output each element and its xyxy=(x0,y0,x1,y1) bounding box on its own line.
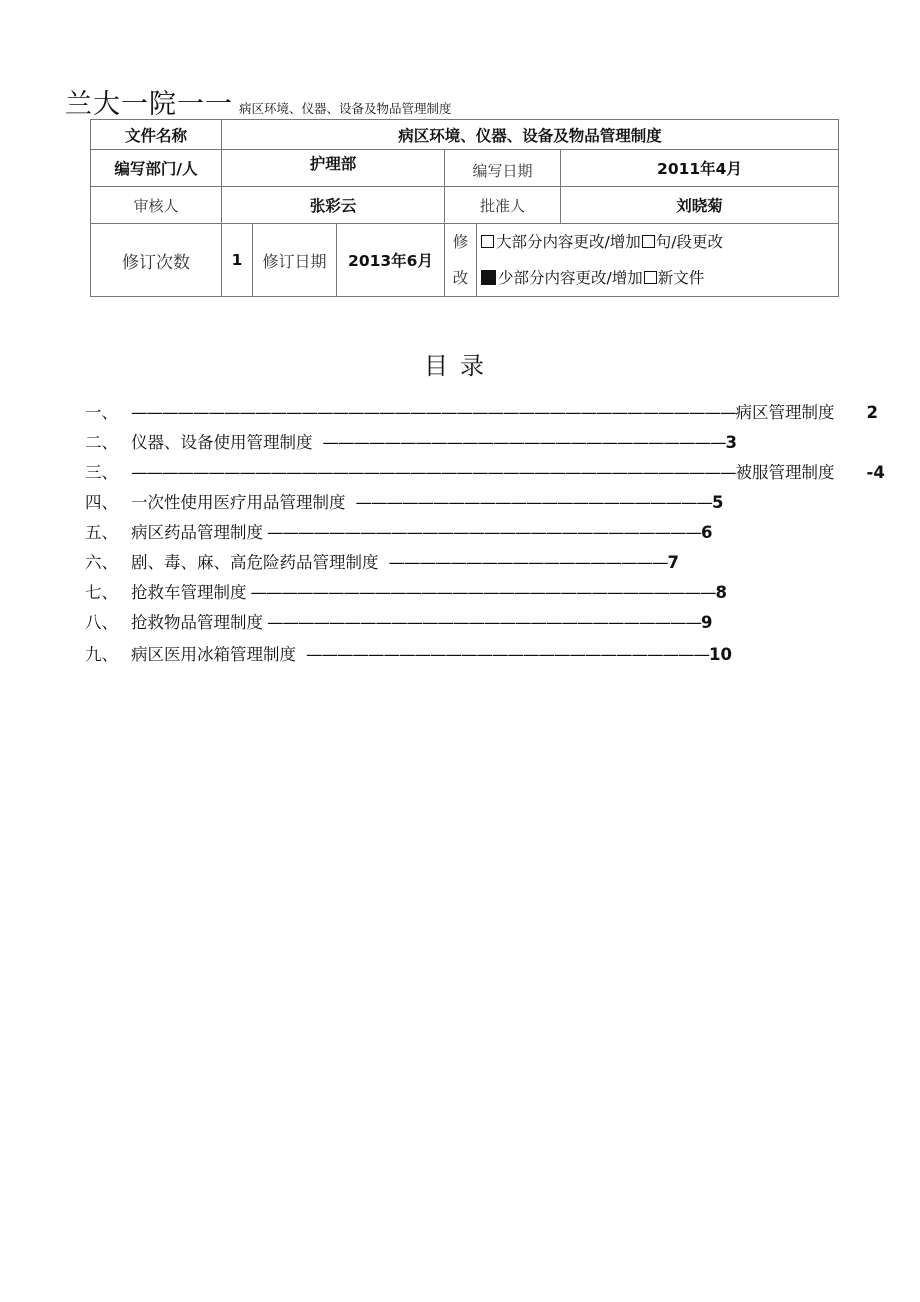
modify-label-top: 修 xyxy=(452,233,469,251)
document-info-table xyxy=(90,119,839,297)
row-dept xyxy=(91,150,839,187)
option-minor-change xyxy=(481,260,838,296)
revision-date-value: 2013年6月 xyxy=(337,224,445,297)
toc-item: 四、 一次性使用医疗用品管理制度 ———————————————————————5 xyxy=(85,493,724,512)
toc-item: 七、 抢救车管理制度 ——————————————————————————————8 xyxy=(85,583,727,602)
dept-value: 护理部 xyxy=(222,150,445,187)
toc-item: 八、 抢救物品管理制度 ————————————————————————————9 xyxy=(85,613,713,632)
header-doc-title: 病区环境、仪器、设备及物品管理制度 xyxy=(239,101,452,116)
approver-value: 刘晓菊 xyxy=(561,187,839,224)
option-major-change xyxy=(481,224,838,260)
reviewer-value: 张彩云 xyxy=(222,187,445,224)
revision-options xyxy=(477,224,839,297)
header-hospital: 兰大一院一一 xyxy=(65,89,233,120)
checkbox-empty-icon xyxy=(642,235,655,248)
option-new-file-text: 新文件 xyxy=(657,269,705,287)
toc-item: 二、 仪器、设备使用管理制度 ——————————————————————————3 xyxy=(85,433,737,452)
row-review xyxy=(91,187,839,224)
reviewer-label: 审核人 xyxy=(91,187,222,224)
checkbox-empty-icon xyxy=(481,235,494,248)
write-date-label: 编写日期 xyxy=(445,150,561,187)
approver-label: 批准人 xyxy=(445,187,561,224)
revision-count-label: 修订次数 xyxy=(91,224,222,297)
revision-count-value: 1 xyxy=(222,224,253,297)
row-file-name xyxy=(91,120,839,150)
row-revision xyxy=(91,224,839,297)
modify-label-bottom: 改 xyxy=(452,269,469,287)
option-sentence-text: 句/段更改 xyxy=(655,233,723,251)
file-name-label: 文件名称 xyxy=(91,120,222,150)
option-major-text: 大部分内容更改/增加 xyxy=(496,233,641,251)
toc-item: 一、 ———————————————————————————————————————病区管理制度 2 xyxy=(85,403,878,422)
checkbox-empty-icon xyxy=(644,271,657,284)
page-header xyxy=(65,82,452,121)
file-name-value: 病区环境、仪器、设备及物品管理制度 xyxy=(222,120,839,150)
toc-item: 五、 病区药品管理制度 ————————————————————————————6 xyxy=(85,523,713,542)
toc-item: 九、 病区医用冰箱管理制度 ——————————————————————————10 xyxy=(85,645,732,664)
modify-label xyxy=(445,224,477,297)
toc-title: 目录 xyxy=(424,352,496,380)
toc-item: 六、 剧、毒、麻、高危险药品管理制度 ——————————————————7 xyxy=(85,553,679,572)
write-date-value: 2011年4月 xyxy=(561,150,839,187)
option-minor-text: 少部分内容更改/增加 xyxy=(498,269,643,287)
revision-date-label: 修订日期 xyxy=(253,224,337,297)
toc-item: 三、 ———————————————————————————————————————被服管理制度 -4 xyxy=(85,463,885,482)
dept-label: 编写部门/人 xyxy=(91,150,222,187)
checkbox-filled-icon xyxy=(481,270,496,285)
